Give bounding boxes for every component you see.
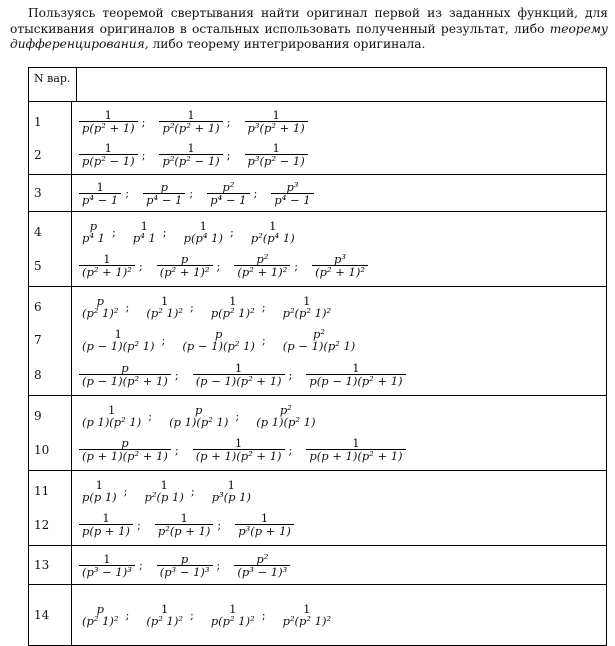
variant-number: 9	[34, 408, 42, 423]
fraction	[208, 603, 258, 627]
variant-row	[29, 404, 606, 428]
semicolon: ;	[189, 608, 194, 622]
group-cell	[29, 585, 607, 646]
fraction	[179, 328, 258, 352]
fraction	[253, 404, 318, 428]
variant-row	[29, 253, 606, 278]
denominator: (p − 1)(p² 1)	[82, 339, 155, 354]
fraction	[79, 109, 138, 134]
numerator: p	[121, 436, 129, 451]
numerator: 1	[104, 141, 112, 155]
numerator: 1	[187, 141, 195, 155]
semicolon: ;	[261, 608, 266, 622]
group-cell	[29, 287, 607, 396]
fraction	[234, 253, 290, 278]
denominator: p²(p⁴ 1)	[250, 230, 295, 245]
numerator: 1	[260, 511, 269, 526]
fraction	[79, 479, 120, 503]
numerator: 1	[102, 511, 110, 526]
semicolon: ;	[141, 147, 146, 162]
fraction	[157, 253, 213, 278]
variant-row	[29, 553, 606, 578]
fraction	[280, 295, 335, 319]
denominator: (p³ − 1)³	[157, 565, 213, 578]
group-cell	[29, 175, 607, 212]
denominator: p⁴ 1	[82, 230, 105, 245]
denominator: p(p² 1)²	[210, 614, 255, 628]
header-variant-number: N вар.	[29, 68, 77, 102]
fraction	[79, 181, 121, 206]
fraction	[130, 220, 159, 244]
fraction	[245, 109, 308, 134]
task-text-2: либо теорему интегрирования оригинала.	[148, 37, 426, 51]
fraction	[271, 181, 313, 206]
numerator: p	[214, 327, 223, 342]
numerator: 1	[161, 293, 169, 308]
group-cell	[29, 212, 607, 287]
fraction	[166, 404, 231, 428]
denominator: p⁴ − 1	[79, 193, 121, 206]
denominator: (p + 1)(p² + 1)	[79, 449, 171, 462]
semicolon: ;	[161, 333, 166, 348]
semicolon: ;	[288, 442, 293, 457]
semicolon: ;	[141, 114, 146, 129]
fraction	[234, 553, 290, 578]
denominator: (p² + 1)²	[79, 265, 135, 278]
column-divider	[71, 212, 72, 286]
semicolon: ;	[162, 224, 167, 239]
numerator: 1	[104, 108, 112, 122]
denominator: (p³ − 1)³	[79, 565, 135, 578]
numerator: p	[121, 361, 129, 376]
fraction	[159, 109, 222, 134]
fraction	[193, 437, 285, 462]
semicolon: ;	[235, 408, 240, 423]
semicolon: ;	[138, 258, 143, 273]
numerator: 1	[227, 477, 235, 492]
semicolon: ;	[261, 333, 266, 348]
denominator: (p − 1)(p² + 1)	[193, 374, 285, 387]
group-cell	[29, 396, 607, 471]
denominator: p²(p² − 1)	[159, 154, 222, 167]
numerator: p	[160, 179, 168, 194]
denominator: (p² 1)²	[146, 305, 183, 320]
numerator: p²	[256, 252, 269, 267]
numerator: 1	[160, 477, 168, 492]
fraction	[312, 253, 368, 278]
denominator: p²(p 1)	[144, 489, 184, 504]
fraction	[79, 362, 171, 387]
denominator: p(p + 1)(p² + 1)	[306, 449, 405, 462]
denominator: p⁴ 1	[132, 230, 156, 245]
column-divider	[71, 546, 72, 584]
numerator: 1	[180, 511, 188, 526]
semicolon: ;	[111, 224, 116, 239]
variant-number: 11	[34, 483, 50, 498]
task-text-1: Пользуясь теоремой свертывания найти оригинал первой из заданных функций, для отыскивания оригиналов в остальных использовать полученный результат, либо	[10, 6, 608, 36]
variant-number: 14	[34, 608, 50, 622]
numerator: 1	[303, 293, 311, 308]
denominator: (p + 1)(p² + 1)	[193, 449, 285, 462]
semicolon: ;	[125, 299, 130, 314]
column-divider	[71, 396, 72, 470]
fraction	[143, 295, 186, 319]
numerator: p	[96, 293, 104, 308]
fraction	[208, 295, 258, 319]
fraction	[207, 181, 249, 206]
column-divider	[71, 175, 72, 211]
denominator: p³(p² − 1)	[245, 154, 308, 167]
denominator: p(p² + 1)	[79, 121, 138, 134]
denominator: (p² 1)²	[146, 614, 183, 628]
numerator: p	[96, 602, 104, 616]
denominator: p(p² − 1)	[79, 154, 138, 167]
column-divider	[71, 471, 72, 545]
fraction	[79, 404, 144, 428]
group-cell	[29, 471, 607, 546]
numerator: 1	[352, 361, 360, 376]
denominator: (p² + 1)²	[312, 265, 368, 278]
denominator: (p² 1)²	[82, 305, 119, 320]
column-divider	[71, 585, 72, 645]
numerator: 1	[96, 179, 104, 194]
variants-table	[28, 67, 607, 646]
denominator: (p² + 1)²	[157, 265, 213, 278]
numerator: p²	[222, 179, 235, 194]
variant-row	[29, 109, 606, 134]
denominator: p²(p² 1)²	[282, 305, 332, 320]
numerator: 1	[140, 218, 148, 233]
variant-number: 6	[34, 299, 42, 314]
numerator: p	[89, 218, 98, 233]
variant-number: 12	[34, 517, 50, 532]
fraction	[79, 253, 135, 278]
semicolon: ;	[174, 367, 179, 382]
fraction	[193, 362, 285, 387]
fraction	[159, 142, 222, 167]
numerator: 1	[107, 402, 116, 417]
variant-row	[29, 142, 606, 167]
denominator: p(p + 1)	[79, 524, 133, 537]
fraction	[79, 512, 133, 537]
denominator: p(p⁴ 1)	[183, 230, 223, 245]
variant-row	[29, 362, 606, 387]
semicolon: ;	[125, 608, 130, 622]
variant-number: 5	[34, 258, 42, 273]
semicolon: ;	[216, 558, 221, 572]
numerator: 1	[95, 477, 103, 492]
table-header-row	[29, 68, 607, 102]
numerator: 1	[352, 436, 360, 451]
fraction	[79, 220, 108, 244]
variant-row	[29, 295, 606, 319]
fraction	[181, 220, 226, 244]
fraction	[79, 295, 122, 319]
semicolon: ;	[125, 186, 130, 200]
variant-row	[29, 479, 606, 503]
numerator: 1	[187, 108, 195, 122]
fraction	[143, 181, 185, 206]
fraction	[157, 553, 213, 578]
column-divider	[71, 102, 72, 174]
group-cell	[29, 102, 607, 175]
semicolon: ;	[174, 442, 179, 457]
semicolon: ;	[261, 299, 266, 314]
task-text-emphasis: теорему дифференцирования,	[10, 21, 608, 51]
denominator: (p² + 1)²	[234, 265, 290, 278]
variant-row	[29, 181, 606, 206]
semicolon: ;	[123, 483, 128, 498]
variant-number: 2	[34, 147, 42, 162]
column-divider	[71, 287, 72, 395]
semicolon: ;	[138, 558, 143, 572]
group-6-8	[29, 287, 607, 396]
denominator: (p − 1)(p² + 1)	[79, 374, 171, 387]
denominator: p⁴ − 1	[143, 193, 185, 206]
fraction	[79, 603, 122, 627]
denominator: p²(p + 1)	[155, 524, 214, 537]
variant-number: 13	[34, 558, 50, 572]
denominator: p⁴ − 1	[271, 193, 313, 206]
semicolon: ;	[189, 299, 194, 314]
denominator: p³(p + 1)	[235, 524, 294, 537]
numerator: 1	[199, 218, 207, 233]
denominator: (p² 1)²	[82, 614, 119, 628]
semicolon: ;	[288, 367, 293, 382]
task-description	[10, 6, 608, 53]
fraction	[209, 479, 254, 503]
numerator: 1	[269, 218, 277, 233]
denominator: (p 1)(p² 1)	[169, 414, 229, 429]
denominator: (p 1)(p² 1)	[82, 414, 142, 429]
numerator: p	[195, 402, 203, 417]
variant-number: 10	[34, 442, 50, 457]
semicolon: ;	[226, 147, 231, 162]
fraction	[155, 512, 214, 537]
numerator: p	[180, 551, 189, 566]
variant-number: 7	[34, 333, 42, 348]
fraction	[142, 479, 187, 503]
semicolon: ;	[229, 224, 234, 239]
denominator: p(p² 1)²	[210, 305, 255, 320]
fraction	[235, 512, 294, 537]
denominator: (p − 1)(p² 1)	[282, 339, 356, 354]
variant-number: 4	[34, 224, 42, 239]
semicolon: ;	[253, 186, 258, 200]
semicolon: ;	[136, 517, 141, 532]
variant-row	[29, 328, 606, 352]
variant-row	[29, 437, 606, 462]
numerator: 1	[103, 551, 111, 566]
denominator: p⁴ − 1	[207, 193, 249, 206]
header-formulas	[77, 68, 607, 102]
variant-number: 8	[34, 367, 42, 382]
variant-row	[29, 220, 606, 244]
denominator: p(p − 1)(p² + 1)	[306, 374, 405, 387]
numerator: 1	[161, 602, 169, 616]
semicolon: ;	[294, 258, 299, 273]
group-13	[29, 546, 607, 585]
group-cell	[29, 546, 607, 585]
numerator: 1	[114, 327, 122, 342]
denominator: p²(p² 1)²	[282, 614, 332, 628]
numerator: p³	[334, 252, 347, 267]
semicolon: ;	[189, 186, 194, 200]
fraction	[79, 328, 158, 352]
variant-number: 3	[34, 186, 42, 200]
denominator: p³(p 1)	[211, 489, 251, 504]
group-4-5	[29, 212, 607, 287]
numerator: 1	[234, 436, 243, 451]
numerator: p³	[286, 179, 299, 194]
fraction	[79, 553, 135, 578]
group-14	[29, 585, 607, 646]
denominator: (p − 1)(p² 1)	[182, 339, 255, 354]
fraction	[245, 142, 308, 167]
fraction	[248, 220, 298, 244]
fraction	[79, 142, 138, 167]
group-11-12	[29, 471, 607, 546]
numerator: 1	[303, 602, 311, 616]
variant-row	[29, 512, 606, 537]
numerator: p²	[256, 551, 269, 566]
numerator: 1	[103, 252, 111, 267]
numerator: 1	[229, 602, 237, 616]
semicolon: ;	[148, 408, 153, 423]
variant-row	[29, 603, 606, 627]
numerator: p²	[279, 402, 292, 417]
fraction	[306, 437, 405, 462]
fraction	[143, 603, 186, 627]
fraction	[280, 328, 359, 352]
variant-number: 1	[34, 114, 42, 129]
fraction	[280, 603, 335, 627]
group-9-10	[29, 396, 607, 471]
numerator: 1	[234, 361, 243, 376]
denominator: (p 1)(p² 1)	[256, 414, 316, 429]
semicolon: ;	[190, 483, 195, 498]
denominator: p²(p² + 1)	[159, 121, 222, 134]
numerator: p²	[313, 327, 326, 342]
numerator: p	[180, 252, 189, 267]
numerator: 1	[272, 108, 280, 122]
numerator: 1	[272, 141, 280, 155]
denominator: p(p 1)	[82, 489, 117, 504]
numerator: 1	[229, 293, 237, 308]
semicolon: ;	[217, 517, 222, 532]
fraction	[79, 437, 171, 462]
denominator: p³(p² + 1)	[245, 121, 308, 134]
group-1-2	[29, 102, 607, 175]
semicolon: ;	[216, 258, 221, 273]
group-3	[29, 175, 607, 212]
denominator: (p³ − 1)³	[234, 565, 290, 578]
fraction	[306, 362, 405, 387]
semicolon: ;	[226, 114, 231, 129]
